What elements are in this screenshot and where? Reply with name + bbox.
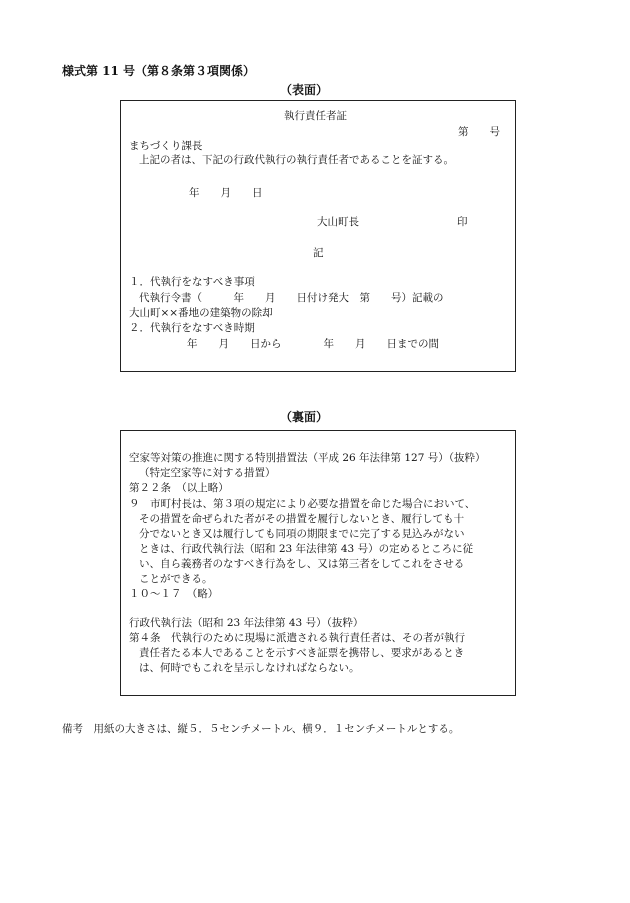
article-22: 第２２条 （以上略） — [129, 482, 229, 494]
paragraph-9-line: 分でないとき又は履行しても同項の期限までに完了する見込みがない — [139, 528, 465, 540]
form-title: 様式第 11 号（第８条第３項関係） — [62, 64, 256, 78]
law1-subtitle: （特定空家等に対する措置） — [139, 467, 276, 479]
back-card — [120, 430, 516, 696]
front-heading: （表面） — [280, 83, 329, 97]
front-card — [120, 100, 516, 372]
ki-label: 記 — [313, 247, 324, 259]
paragraph-9-line: い、自ら義務者のなすべき行為をし、又は第三者をしてこれをさせる — [139, 558, 465, 570]
card-number-label: 第 号 — [458, 126, 500, 138]
article-4-line: 責任者たる本人であることを示すべき証票を携帯し、要求があるとき — [139, 647, 465, 659]
issuer: 大山町長 — [317, 216, 359, 228]
size-note: 備考 用紙の大きさは、縦５．５センチメートル、横９．１センチメートルとする。 — [62, 723, 460, 735]
paragraph-9-line: ときは、行政代執行法（昭和 23 年法律第 43 号）の定めるところに従 — [139, 543, 474, 555]
certify-text: 上記の者は、下記の行政代執行の執行責任者であることを証する。 — [139, 154, 454, 166]
law2-title: 行政代執行法（昭和 23 年法律第 43 号）（抜粋） — [129, 617, 364, 629]
item1-line1: 代執行令書（ 年 月 日付け発大 第 号）記載の — [139, 292, 444, 304]
law1-title: 空家等対策の推進に関する特別措置法（平成 26 年法律第 127 号）（抜粋） — [129, 452, 486, 464]
paragraph-9-line: その措置を命ぜられた者がその措置を履行しないとき、履行しても十 — [139, 513, 465, 525]
item2-line: 年 月 日から 年 月 日までの間 — [187, 338, 439, 350]
card-title: 執行責任者証 — [284, 110, 347, 122]
article-4-line: は、何時でもこれを呈示しなければならない。 — [139, 662, 360, 674]
seal-mark: 印 — [457, 216, 468, 228]
item2-title: ２．代執行をなすべき時期 — [129, 322, 255, 334]
item1-line2: 大山町××番地の建築物の除却 — [129, 307, 273, 319]
paragraph-9-line: ことができる。 — [139, 573, 213, 585]
item1-title: １．代執行をなすべき事項 — [129, 276, 255, 288]
article-4-line: 第４条 代執行のために現場に派遣される執行責任者は、その者が執行 — [129, 632, 465, 644]
department: まちづくり課長 — [129, 140, 203, 152]
issue-date: 年 月 日 — [189, 187, 263, 199]
paragraphs-10-17: １０～１７ （略） — [129, 588, 219, 600]
paragraph-9-line: ９ 市町村長は、第３項の規定により必要な措置を命じた場合において、 — [129, 498, 476, 510]
back-heading: （裏面） — [280, 410, 329, 424]
